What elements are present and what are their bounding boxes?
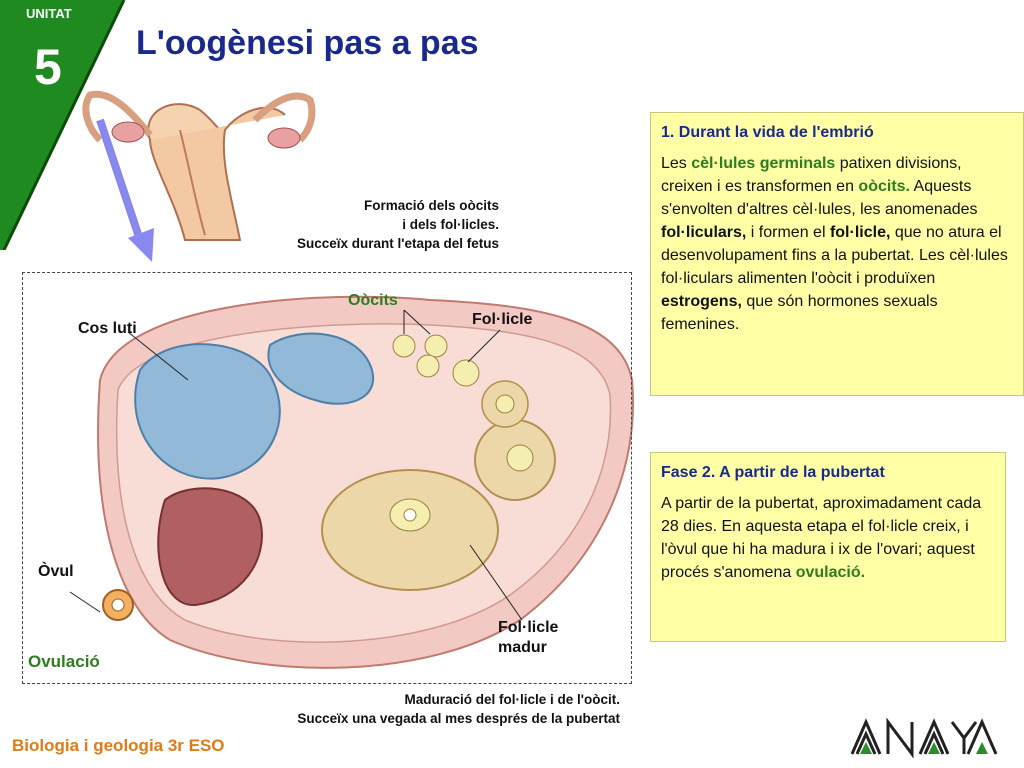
- anaya-logo: [848, 716, 998, 758]
- caption-formation: [199, 196, 499, 253]
- label-foliicle-madur-line2: madur: [498, 639, 547, 656]
- label-foliicle-madur: [498, 618, 558, 658]
- caption-maturation: [140, 690, 620, 728]
- text-segment: A partir de la pubertat, aproximadament cada 28 dies. En aquesta etapa el fol·licle creix, i l'òvul que hi ha madura i ix de l'ovari; aquest procés s'anomena: [661, 495, 982, 581]
- page-title: L'oogènesi pas a pas: [136, 24, 479, 62]
- infobox-embryo-heading: 1. Durant la vida de l'embrió: [661, 124, 874, 141]
- label-oocits: Oòcits: [348, 292, 398, 309]
- footer-course-title: Biologia i geologia 3r ESO: [12, 736, 225, 755]
- highlight-follicle: fol·licle,: [829, 224, 891, 241]
- label-foliicle-madur-line1: Fol·licle: [498, 619, 559, 636]
- caption-formation-line1: Formació dels oòcits: [363, 198, 499, 213]
- text-segment: Aquests s'envolten d'altres cèl·lules, les anomenades: [661, 178, 978, 218]
- infobox-embryo-text: [661, 152, 1013, 336]
- caption-maturation-line1: Maduració del fol·licle i de l'oòcit.: [404, 692, 620, 707]
- highlight-oocits: oòcits.: [858, 178, 910, 195]
- label-cos-luti: Cos luti: [78, 320, 137, 337]
- text-segment: que són hormones sexuals femenines.: [661, 293, 938, 333]
- caption-maturation-line2: Succeïx una vegada al mes després de la pubertat: [297, 711, 620, 726]
- infobox-embryo: [650, 112, 1024, 396]
- unit-label: UNITAT: [26, 6, 72, 21]
- highlight-estrogens: estrogens,: [661, 293, 742, 310]
- text-segment: i formen el: [746, 224, 830, 241]
- caption-formation-line2: i dels fol·licles.: [402, 217, 499, 232]
- label-ovulacio: Ovulació: [28, 652, 100, 671]
- highlight-germinal-cells: cèl·lules germinals: [691, 155, 836, 172]
- text-segment: patixen divisions, creixen i es transformen en: [661, 155, 962, 195]
- infobox-puberty: [650, 452, 1006, 642]
- caption-formation-line3: Succeïx durant l'etapa del fetus: [296, 236, 499, 251]
- infobox-puberty-text: [661, 492, 995, 584]
- highlight-ovulacio: ovulació.: [795, 564, 866, 581]
- text-segment: que no atura el desenvolupament fins a la pubertat. Les cèl·lules fol·liculars alimenten l'oòcit i produïxen: [661, 224, 1008, 287]
- label-ovul: Òvul: [38, 563, 74, 580]
- label-foliicle: Fol·licle: [472, 311, 533, 328]
- text-segment: Les: [661, 155, 692, 172]
- unit-number: 5: [34, 39, 62, 95]
- highlight-folliculars: fol·liculars,: [661, 224, 747, 241]
- infobox-puberty-heading: Fase 2. A partir de la pubertat: [661, 464, 885, 481]
